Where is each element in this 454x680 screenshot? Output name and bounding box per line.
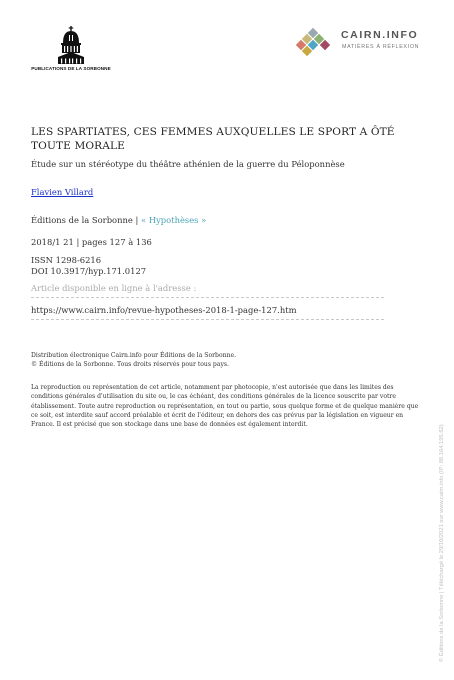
cairn-tiles-icon [287, 27, 337, 61]
divider-top [31, 297, 384, 298]
legal-notice: La reproduction ou représentation de cet article, notamment par photocopie, n'est autorisée que dans les limites des conditions générales d'utilisation du site ou, le cas échéant, des conditions générales de la licence souscrite par votre établissement. Toute autre reproduction ou représentation, en tout ou partie, sous quelque forme et de quelque manière que ce soit, est interdite sauf accord préalable et écrit de l'éditeur, en dehors des cas prévus par la législation en vigueur en France. Il est précisé que son stockage dans une base de données est également interdit. [31, 384, 419, 429]
collection-link[interactable]: « Hypothèses » [140, 215, 207, 225]
cairn-wordmark: CAIRN.INFO [341, 29, 419, 41]
issue-pages: 2018/1 21 | pages 127 à 136 [31, 237, 152, 247]
sorbonne-logo-caption: PUBLICATIONS DE LA SORBONNE [31, 66, 111, 71]
publisher-name: Éditions de la Sorbonne | [31, 215, 141, 225]
available-online-label: Article disponible en ligne à l'adresse : [31, 283, 197, 293]
download-watermark: © Éditions de la Sorbonne | Téléchargé le 29/10/2021 sur www.cairn.info (IP: 88.164.195.62) [439, 424, 445, 662]
distribution-line: Distribution électronique Cairn.info pour Éditions de la Sorbonne. [31, 352, 237, 359]
doi: DOI 10.3917/hyp.171.0127 [31, 266, 147, 276]
rights-line: © Éditions de la Sorbonne. Tous droits réservés pour tous pays. [31, 361, 229, 369]
cairn-logo [287, 27, 432, 61]
article-subtitle: Étude sur un stéréotype du théâtre athénien de la guerre du Péloponnèse [31, 159, 345, 169]
cairn-tagline: MATIÈRES À RÉFLEXION [342, 44, 420, 50]
article-title: LES SPARTIATES, CES FEMMES AUXQUELLES LE SPORT A ÔTÉ TOUTE MORALE [31, 126, 395, 152]
publisher-line [31, 215, 206, 225]
issn: ISSN 1298-6216 [31, 255, 102, 265]
divider-bottom [31, 319, 384, 320]
sorbonne-logo [30, 26, 112, 71]
author-link[interactable]: Flavien Villard [31, 187, 94, 197]
sorbonne-building-icon [56, 26, 86, 64]
article-url-link[interactable]: https://www.cairn.info/revue-hypotheses-2018-1-page-127.htm [31, 305, 297, 315]
distribution-notice [31, 351, 426, 370]
